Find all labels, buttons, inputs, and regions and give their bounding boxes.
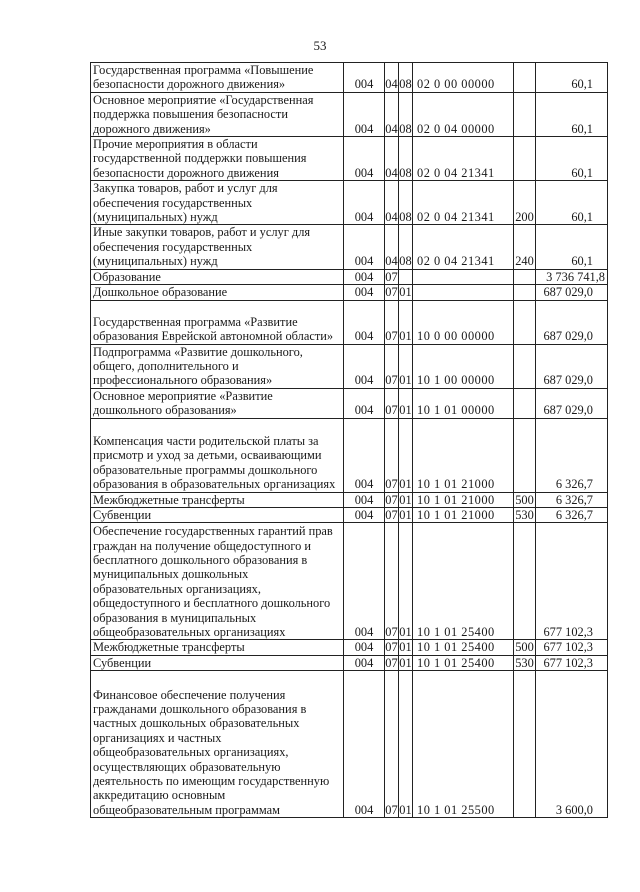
amount-cell: 687 029,0 [536, 388, 608, 418]
target-article-cell: 10 1 01 25400 [413, 523, 514, 640]
target-article-cell: 02 0 04 21341 [413, 225, 514, 269]
subsection-cell: 01 [399, 492, 412, 507]
expense-type-cell: 530 [515, 655, 534, 670]
subsection-cell: 01 [399, 523, 413, 640]
section-cell: 04 [385, 137, 399, 181]
expense-type-cell [514, 92, 536, 136]
subsection-cell [399, 269, 413, 284]
table-row [91, 300, 608, 344]
section-cell: 04 [385, 92, 399, 136]
ved-cell: 004 [344, 523, 385, 640]
expense-type-cell [514, 63, 536, 93]
row-name-cell: Иные закупки товаров, работ и услуг для обеспечения государственных (муниципальных) нужд [91, 225, 344, 269]
expense-type-cell [514, 418, 536, 492]
table-row [91, 63, 608, 93]
target-article-cell: 02 0 00 00000 [413, 63, 514, 93]
row-name-cell: Подпрограмма «Развитие дошкольного, общего, дополнительного и профессионального образования» [91, 344, 344, 388]
section-cell: 07 [385, 388, 399, 418]
row-name-cell: Основное мероприятие «Государственная поддержка повышения безопасности дорожного движения» [91, 92, 344, 136]
expense-type-cell [514, 137, 536, 181]
table-row [91, 418, 608, 492]
table-row [91, 269, 608, 284]
ved-cell: 004 [344, 671, 385, 818]
row-name-cell: Субвенции [91, 507, 344, 522]
target-article-cell [413, 269, 514, 284]
section-cell: 07 [385, 285, 398, 300]
expense-type-cell [514, 269, 536, 284]
target-article-cell: 10 1 01 00000 [413, 388, 514, 418]
subsection-cell: 08 [399, 92, 413, 136]
target-article-cell: 10 0 00 00000 [413, 300, 514, 344]
row-name-cell: Государственная программа «Повышение безопасности дорожного движения» [91, 63, 344, 93]
table-row [91, 655, 608, 670]
ved-cell: 004 [344, 388, 385, 418]
expense-type-cell [514, 388, 536, 418]
row-name-cell: Межбюджетные трансферты [91, 640, 344, 655]
section-cell: 07 [385, 418, 399, 492]
ved-cell: 004 [344, 92, 385, 136]
target-article-cell: 02 0 04 21341 [413, 181, 514, 225]
row-name-cell: Основное мероприятие «Развитие дошкольного образования» [91, 388, 344, 418]
target-article-cell: 02 0 04 21341 [413, 137, 514, 181]
subsection-cell: 01 [399, 344, 413, 388]
target-article-cell: 10 1 00 00000 [413, 344, 514, 388]
subsection-cell: 01 [399, 640, 412, 655]
ved-cell: 004 [344, 225, 385, 269]
amount-cell: 60,1 [536, 225, 608, 269]
ved-cell: 004 [344, 300, 385, 344]
row-name-cell: Субвенции [91, 655, 344, 670]
table-row [91, 225, 608, 269]
table-row [91, 137, 608, 181]
table-row [91, 492, 608, 507]
table-row [91, 671, 608, 818]
amount-cell: 60,1 [536, 181, 608, 225]
budget-table-body [91, 63, 608, 818]
expense-type-cell: 500 [515, 640, 534, 655]
expense-type-cell: 200 [514, 181, 536, 225]
subsection-cell: 01 [399, 671, 413, 818]
amount-cell: 60,1 [536, 63, 608, 93]
row-name-cell: Прочие мероприятия в области государственной поддержки повышения безопасности дорожного движения [91, 137, 344, 181]
section-cell: 07 [385, 655, 398, 670]
subsection-cell: 08 [399, 181, 413, 225]
table-row [91, 523, 608, 640]
section-cell: 07 [385, 300, 399, 344]
subsection-cell: 08 [399, 63, 413, 93]
expense-type-cell [514, 523, 536, 640]
target-article-cell: 10 1 01 25400 [413, 655, 514, 670]
expense-type-cell [514, 671, 536, 818]
ved-cell: 004 [344, 137, 385, 181]
amount-cell: 677 102,3 [536, 640, 608, 655]
row-name-cell: Обеспечение государственных гарантий прав граждан на получение общедоступного и бесплатного дошкольного образования в муниципальных дошкольных образовательных организациях, общедоступного и бесплатного дошкольного образования в муниципальных общеобразовательных организациях [91, 523, 344, 640]
row-name-cell: Закупка товаров, работ и услуг для обеспечения государственных (муниципальных) нужд [91, 181, 344, 225]
ved-cell: 004 [344, 285, 385, 300]
amount-cell: 687 029,0 [536, 344, 608, 388]
table-row [91, 388, 608, 418]
row-name-cell: Межбюджетные трансферты [91, 492, 344, 507]
subsection-cell: 01 [399, 507, 412, 522]
subsection-cell: 08 [399, 137, 413, 181]
section-cell: 04 [385, 225, 399, 269]
target-article-cell: 02 0 04 00000 [413, 92, 514, 136]
amount-cell: 677 102,3 [536, 523, 608, 640]
subsection-cell: 08 [399, 225, 413, 269]
ved-cell: 004 [344, 655, 385, 670]
expense-type-cell: 500 [515, 492, 534, 507]
amount-cell: 3 600,0 [536, 671, 608, 818]
ved-cell: 004 [344, 269, 385, 284]
section-cell: 07 [385, 523, 399, 640]
section-cell: 07 [385, 269, 398, 284]
section-cell: 07 [385, 492, 398, 507]
page-number: 53 [313, 38, 327, 53]
section-cell: 07 [385, 344, 399, 388]
amount-cell: 687 029,0 [536, 300, 608, 344]
amount-cell: 6 326,7 [536, 418, 608, 492]
section-cell: 04 [385, 63, 399, 93]
target-article-cell: 10 1 01 25500 [413, 671, 514, 818]
ved-cell: 004 [344, 63, 385, 93]
subsection-cell: 01 [399, 388, 413, 418]
ved-cell: 004 [344, 492, 385, 507]
subsection-cell: 01 [399, 285, 412, 300]
row-name-cell: Образование [91, 269, 344, 284]
subsection-cell: 01 [399, 418, 413, 492]
amount-cell: 6 326,7 [536, 507, 608, 522]
table-row [91, 285, 608, 300]
section-cell: 07 [385, 507, 398, 522]
amount-cell: 60,1 [536, 137, 608, 181]
target-article-cell: 10 1 01 25400 [413, 640, 514, 655]
subsection-cell: 01 [399, 655, 412, 670]
section-cell: 07 [385, 640, 398, 655]
table-row [91, 181, 608, 225]
row-name-cell: Финансовое обеспечение получения гражданами дошкольного образования в частных дошкольных образовательных организациях и частных общеобразовательных организациях, осуществляющих образовательную деятельность по имеющим государственную аккредитацию основным общеобразовательным программам [91, 671, 344, 818]
ved-cell: 004 [344, 181, 385, 225]
expense-type-cell: 530 [515, 507, 534, 522]
table-row [91, 507, 608, 522]
ved-cell: 004 [344, 418, 385, 492]
subsection-cell: 01 [399, 300, 413, 344]
row-name-cell: Компенсация части родительской платы за присмотр и уход за детьми, осваивающими образовательные программы дошкольного образования в образовательных организациях [91, 418, 344, 492]
budget-table [90, 62, 608, 818]
ved-cell: 004 [344, 640, 385, 655]
expense-type-cell [514, 344, 536, 388]
expense-type-cell: 240 [514, 225, 536, 269]
ved-cell: 004 [344, 344, 385, 388]
table-row [91, 640, 608, 655]
amount-cell: 3 736 741,8 [536, 269, 608, 284]
target-article-cell: 10 1 01 21000 [413, 507, 514, 522]
table-row [91, 92, 608, 136]
amount-cell: 687 029,0 [536, 285, 608, 300]
row-name-cell: Дошкольное образование [91, 285, 344, 300]
amount-cell: 677 102,3 [536, 655, 608, 670]
target-article-cell: 10 1 01 21000 [413, 418, 514, 492]
section-cell: 07 [385, 671, 399, 818]
expense-type-cell [514, 300, 536, 344]
target-article-cell [413, 285, 514, 300]
expense-type-cell [514, 285, 536, 300]
table-row [91, 344, 608, 388]
section-cell: 04 [385, 181, 399, 225]
amount-cell: 60,1 [536, 92, 608, 136]
row-name-cell: Государственная программа «Развитие образования Еврейской автономной области» [91, 300, 344, 344]
amount-cell: 6 326,7 [536, 492, 608, 507]
ved-cell: 004 [344, 507, 385, 522]
target-article-cell: 10 1 01 21000 [413, 492, 514, 507]
